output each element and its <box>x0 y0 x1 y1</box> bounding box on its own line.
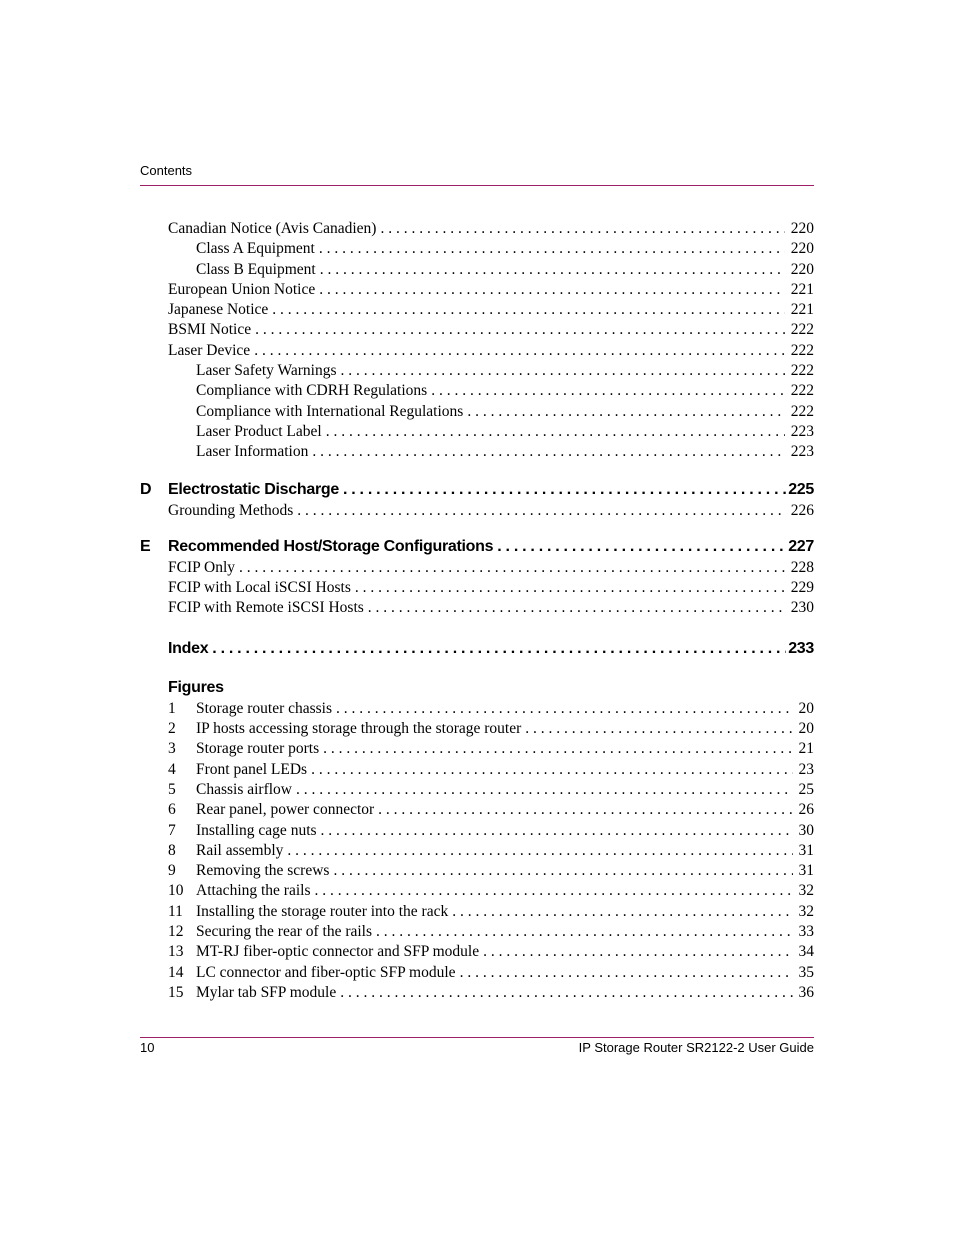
figure-number: 11 <box>168 902 183 920</box>
leader-dots <box>319 239 785 259</box>
figure-label: Mylar tab SFP module <box>196 983 337 1001</box>
figure-entry[interactable] <box>140 942 814 962</box>
toc-entry-label: European Union Notice <box>168 280 316 298</box>
figure-label: Front panel LEDs <box>196 760 308 778</box>
figure-page: 20 <box>798 699 814 717</box>
book-title: IP Storage Router SR2122-2 User Guide <box>578 1040 814 1055</box>
toc-entry[interactable] <box>140 280 814 300</box>
leader-dots <box>333 861 792 881</box>
leader-dots <box>460 963 793 983</box>
leader-dots <box>376 922 792 942</box>
figure-label: IP hosts accessing storage through the storage router <box>196 720 522 738</box>
leader-dots <box>323 739 792 759</box>
leader-dots <box>319 280 785 300</box>
leader-dots <box>312 442 784 462</box>
figure-page: 23 <box>798 760 814 778</box>
figure-number: 6 <box>168 801 176 819</box>
leader-dots <box>239 558 785 578</box>
figure-entry[interactable] <box>140 902 814 922</box>
figure-number: 5 <box>168 780 176 798</box>
toc-entry[interactable] <box>140 300 814 320</box>
figure-number: 4 <box>168 760 176 778</box>
leader-dots <box>320 260 785 280</box>
figure-entry[interactable] <box>140 881 814 901</box>
toc-entry-label: FCIP with Remote iSCSI Hosts <box>168 599 364 617</box>
leader-dots <box>272 300 784 320</box>
figure-label: Chassis airflow <box>196 780 293 798</box>
leader-dots <box>343 479 786 501</box>
figure-number: 15 <box>168 983 184 1001</box>
chapter-entry-d[interactable] <box>140 479 814 501</box>
spacer <box>140 660 814 677</box>
figure-label: Installing the storage router into the rack <box>196 902 449 920</box>
figure-page: 33 <box>798 923 814 941</box>
chapter-page: 227 <box>788 537 814 555</box>
figure-label: Storage router chassis <box>196 699 333 717</box>
toc-entry[interactable] <box>140 558 814 578</box>
toc-entry-label: Laser Device <box>168 341 251 359</box>
toc-entry-label: Laser Information <box>196 443 309 461</box>
leader-dots <box>296 780 792 800</box>
figure-label: Removing the screws <box>196 862 330 880</box>
figure-label: Storage router ports <box>196 740 320 758</box>
figure-page: 31 <box>798 841 814 859</box>
figure-label: Securing the rear of the rails <box>196 923 373 941</box>
toc-entry[interactable] <box>140 320 814 340</box>
leader-dots <box>341 361 785 381</box>
figure-entry[interactable] <box>140 841 814 861</box>
figure-page: 35 <box>798 963 814 981</box>
toc-entry-page: 222 <box>790 362 814 380</box>
figure-number: 10 <box>168 882 184 900</box>
toc-entry[interactable] <box>140 381 814 401</box>
chapter-title: Electrostatic Discharge <box>168 480 339 498</box>
chapter-page: 225 <box>788 480 814 498</box>
figure-page: 32 <box>798 902 814 920</box>
leader-dots <box>452 902 792 922</box>
leader-dots <box>483 942 792 962</box>
chapter-letter: D <box>140 480 152 498</box>
toc-entry-label: BSMI Notice <box>168 321 252 339</box>
toc-entry-page: 220 <box>790 260 814 278</box>
footer-rule <box>140 1037 814 1038</box>
figure-page: 30 <box>798 821 814 839</box>
toc-entry-page: 222 <box>790 382 814 400</box>
toc-entry-label: Class A Equipment <box>196 240 315 258</box>
toc-entry-label: Laser Product Label <box>196 422 322 440</box>
toc-entry-page: 230 <box>790 599 814 617</box>
figure-entry[interactable] <box>140 983 814 1003</box>
spacer <box>140 521 814 536</box>
toc-entry-label: FCIP Only <box>168 558 236 576</box>
toc-entry[interactable] <box>140 341 814 361</box>
figure-page: 34 <box>798 943 814 961</box>
figure-entry[interactable] <box>140 963 814 983</box>
chapter-entry-e[interactable] <box>140 536 814 558</box>
toc-entry-label: Laser Safety Warnings <box>196 362 337 380</box>
figure-label: Rear panel, power connector <box>196 801 375 819</box>
toc-entry-page: 220 <box>790 240 814 258</box>
figure-label: Installing cage nuts <box>196 821 317 839</box>
figure-number: 8 <box>168 841 176 859</box>
figure-number: 2 <box>168 720 176 738</box>
figure-label: Attaching the rails <box>196 882 311 900</box>
figure-page: 20 <box>798 720 814 738</box>
figure-entry[interactable] <box>140 719 814 739</box>
toc-entry-label: Japanese Notice <box>168 301 269 319</box>
chapter-letter: E <box>140 537 151 555</box>
toc-entry-page: 221 <box>790 301 814 319</box>
leader-dots <box>467 402 784 422</box>
toc-entry[interactable] <box>140 598 814 618</box>
header-rule <box>140 185 814 186</box>
leader-dots <box>254 341 785 361</box>
figure-number: 14 <box>168 963 184 981</box>
toc-entry-page: 220 <box>790 220 814 237</box>
figure-entry[interactable] <box>140 922 814 942</box>
figure-page: 36 <box>798 983 814 1001</box>
toc-entry-label: Compliance with CDRH Regulations <box>196 382 428 400</box>
toc-entry-page: 226 <box>790 501 814 519</box>
toc-entry-page: 223 <box>790 422 814 440</box>
leader-dots <box>297 501 784 521</box>
toc-entry[interactable] <box>140 239 814 259</box>
figure-label: Rail assembly <box>196 841 284 859</box>
leader-dots <box>525 719 792 739</box>
spacer <box>140 619 814 638</box>
index-page: 233 <box>788 639 814 657</box>
toc-entry-label: Class B Equipment <box>196 260 316 278</box>
figure-page: 26 <box>798 801 814 819</box>
leader-dots <box>355 578 785 598</box>
figure-number: 1 <box>168 699 176 717</box>
leader-dots <box>497 536 786 558</box>
leader-dots <box>255 320 785 340</box>
toc-entry-page: 229 <box>790 579 814 597</box>
leader-dots <box>380 219 784 239</box>
toc-entry-page: 221 <box>790 280 814 298</box>
toc-entry-page: 228 <box>790 558 814 576</box>
toc-entry[interactable] <box>140 422 814 442</box>
leader-dots <box>315 881 793 901</box>
toc-entry[interactable] <box>140 361 814 381</box>
leader-dots <box>326 422 785 442</box>
leader-dots <box>311 760 792 780</box>
leader-dots <box>340 983 792 1003</box>
figure-entry[interactable] <box>140 821 814 841</box>
figures-heading: Figures <box>168 678 224 696</box>
toc-entry-page: 223 <box>790 443 814 461</box>
leader-dots <box>321 821 793 841</box>
running-header: Contents <box>140 163 193 178</box>
toc-entry[interactable] <box>140 442 814 462</box>
toc-entry[interactable] <box>140 219 814 239</box>
figure-label: LC connector and fiber-optic SFP module <box>196 963 456 981</box>
figure-entry[interactable] <box>140 699 814 719</box>
chapter-title: Recommended Host/Storage Configurations <box>168 537 494 555</box>
leader-dots <box>212 638 786 660</box>
figure-number: 7 <box>168 821 176 839</box>
figure-page: 32 <box>798 882 814 900</box>
figure-page: 31 <box>798 862 814 880</box>
page-number: 10 <box>140 1040 155 1055</box>
toc-entry-page: 222 <box>790 321 814 339</box>
figure-entry[interactable] <box>140 760 814 780</box>
leader-dots <box>287 841 792 861</box>
toc-entry-label: FCIP with Local iSCSI Hosts <box>168 579 351 597</box>
figure-entry[interactable] <box>140 780 814 800</box>
figure-page: 25 <box>798 780 814 798</box>
table-of-contents <box>140 219 814 1003</box>
toc-entry[interactable] <box>140 260 814 280</box>
index-entry[interactable] <box>140 638 814 660</box>
figure-page: 21 <box>798 740 814 758</box>
leader-dots <box>378 800 792 820</box>
leader-dots <box>336 699 792 719</box>
leader-dots <box>431 381 785 401</box>
figure-entry[interactable] <box>140 800 814 820</box>
toc-entry[interactable] <box>140 402 814 422</box>
figure-number: 3 <box>168 740 176 758</box>
leader-dots <box>368 598 785 618</box>
figure-number: 9 <box>168 862 176 880</box>
toc-entry-label: Canadian Notice (Avis Canadien) <box>168 220 377 237</box>
figure-entry[interactable] <box>140 861 814 881</box>
figure-entry[interactable] <box>140 739 814 759</box>
toc-entry-page: 222 <box>790 402 814 420</box>
toc-entry[interactable] <box>140 578 814 598</box>
toc-entry-page: 222 <box>790 341 814 359</box>
figure-number: 13 <box>168 943 184 961</box>
index-title: Index <box>168 639 209 657</box>
figure-number: 12 <box>168 923 184 941</box>
toc-entry[interactable] <box>140 501 814 521</box>
spacer <box>140 463 814 479</box>
figure-label: MT-RJ fiber-optic connector and SFP module <box>196 943 480 961</box>
toc-entry-label: Compliance with International Regulations <box>196 402 464 420</box>
toc-entry-label: Grounding Methods <box>168 501 294 519</box>
